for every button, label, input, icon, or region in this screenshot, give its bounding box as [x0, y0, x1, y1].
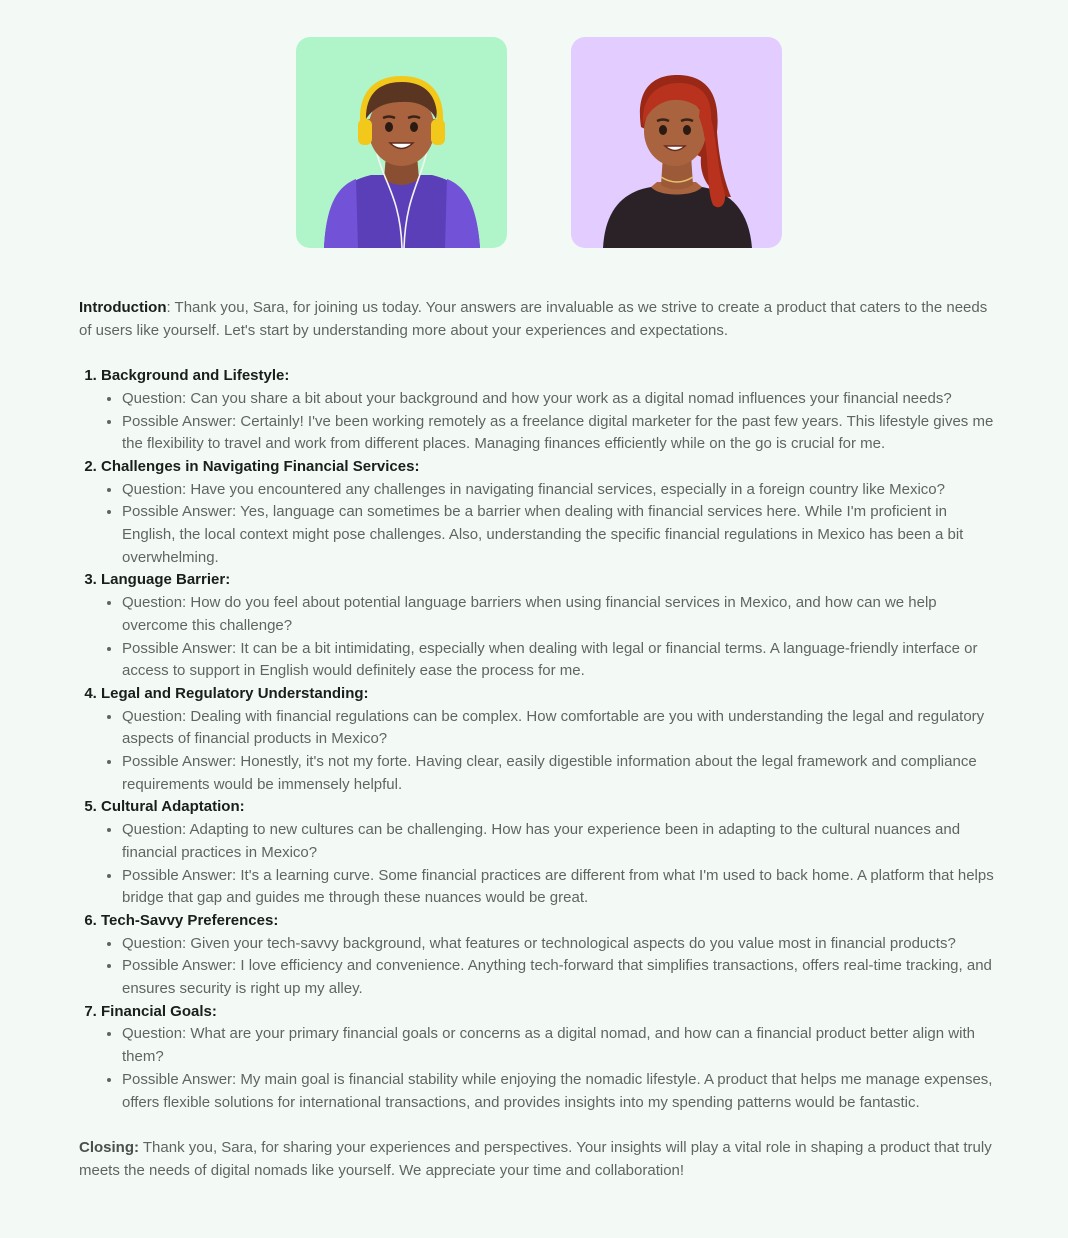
qa-list	[101, 592, 999, 683]
answer-item: • Possible Answer: Yes, language can sometimes be a barrier when dealing with financial services here. While I'm proficient in English, the local context might pose challenges. Also, understanding the specific financial regulations in Mexico has been a bit overwhelming.	[122, 501, 999, 569]
section-title: Background and Lifestyle:	[101, 367, 290, 385]
question-item: • Question: Adapting to new cultures can be challenging. How has your experience been in adapting to the cultural nuances and financial practices in Mexico?	[122, 819, 999, 864]
interview-sections	[79, 365, 999, 1114]
section-title: Challenges in Navigating Financial Services:	[101, 457, 420, 475]
closing-text: Thank you, Sara, for sharing your experiences and perspectives. Your insights will play a vital role in shaping a product that truly meets the needs of digital nomads like yourself. We appreciate your time and collaboration!	[79, 1138, 992, 1179]
section-title: Financial Goals:	[101, 1002, 217, 1020]
introduction-paragraph	[79, 297, 999, 342]
section-title: Tech-Savvy Preferences:	[101, 911, 279, 929]
question-item: • Question: Given your tech-savvy background, what features or technological aspects do you value most in financial products?	[122, 933, 999, 956]
interviewer-illustration	[296, 37, 507, 248]
answer-item: • Possible Answer: My main goal is financial stability while enjoying the nomadic lifestyle. A product that helps me manage expenses, offers flexible solutions for international transactions, and provides insights into my spending patterns would be fantastic.	[122, 1069, 999, 1114]
interview-document	[79, 297, 999, 1182]
interviewer-avatar	[296, 37, 507, 248]
section-background	[101, 365, 999, 456]
section-challenges	[101, 456, 999, 570]
sara-avatar	[571, 37, 782, 248]
section-goals	[101, 1001, 999, 1115]
section-title: Legal and Regulatory Understanding:	[101, 684, 369, 702]
answer-item: • Possible Answer: Certainly! I've been working remotely as a freelance digital marketer for the past few years. This lifestyle gives me the flexibility to travel and work from different places. Managing finances efficiently while on the go is crucial for me.	[122, 411, 999, 456]
sara-illustration	[571, 37, 782, 248]
qa-list	[101, 933, 999, 1001]
question-item: • Question: What are your primary financial goals or concerns as a digital nomad, and how can a financial product better align with them?	[122, 1023, 999, 1068]
qa-list	[101, 388, 999, 456]
question-item: • Question: How do you feel about potential language barriers when using financial services in Mexico, and how can we help overcome this challenge?	[122, 592, 999, 637]
qa-list	[101, 819, 999, 910]
answer-item: • Possible Answer: It's a learning curve. Some financial practices are different from what I'm used to back home. A platform that helps bridge that gap and guides me through these nuances would be great.	[122, 865, 999, 910]
section-cultural	[101, 796, 999, 910]
introduction-label: Introduction	[79, 299, 167, 316]
section-tech	[101, 910, 999, 1001]
answer-item: • Possible Answer: It can be a bit intimidating, especially when dealing with legal or financial terms. A language-friendly interface or access to support in English would definitely ease the process for me.	[122, 638, 999, 683]
qa-list	[101, 479, 999, 570]
answer-item: • Possible Answer: I love efficiency and convenience. Anything tech-forward that simplifies transactions, offers real-time tracking, and ensures security is right up my alley.	[122, 955, 999, 1000]
qa-list	[101, 1023, 999, 1114]
section-title: Cultural Adaptation:	[101, 798, 245, 816]
introduction-text: : Thank you, Sara, for joining us today. Your answers are invaluable as we strive to create a product that caters to the needs of users like yourself. Let's start by understanding more about your experiences and expectations.	[79, 299, 988, 339]
closing-label: Closing:	[79, 1138, 139, 1156]
question-item: • Question: Can you share a bit about your background and how your work as a digital nomad influences your financial needs?	[122, 388, 999, 411]
section-title: Language Barrier:	[101, 571, 231, 589]
section-language	[101, 569, 999, 683]
question-item: • Question: Dealing with financial regulations can be complex. How comfortable are you with understanding the legal and regulatory aspects of financial products in Mexico?	[122, 706, 999, 751]
answer-item: • Possible Answer: Honestly, it's not my forte. Having clear, easily digestible information about the legal framework and compliance requirements would be immensely helpful.	[122, 751, 999, 796]
section-legal	[101, 683, 999, 797]
qa-list	[101, 706, 999, 797]
closing-paragraph	[79, 1137, 999, 1182]
question-item: • Question: Have you encountered any challenges in navigating financial services, especially in a foreign country like Mexico?	[122, 479, 999, 502]
